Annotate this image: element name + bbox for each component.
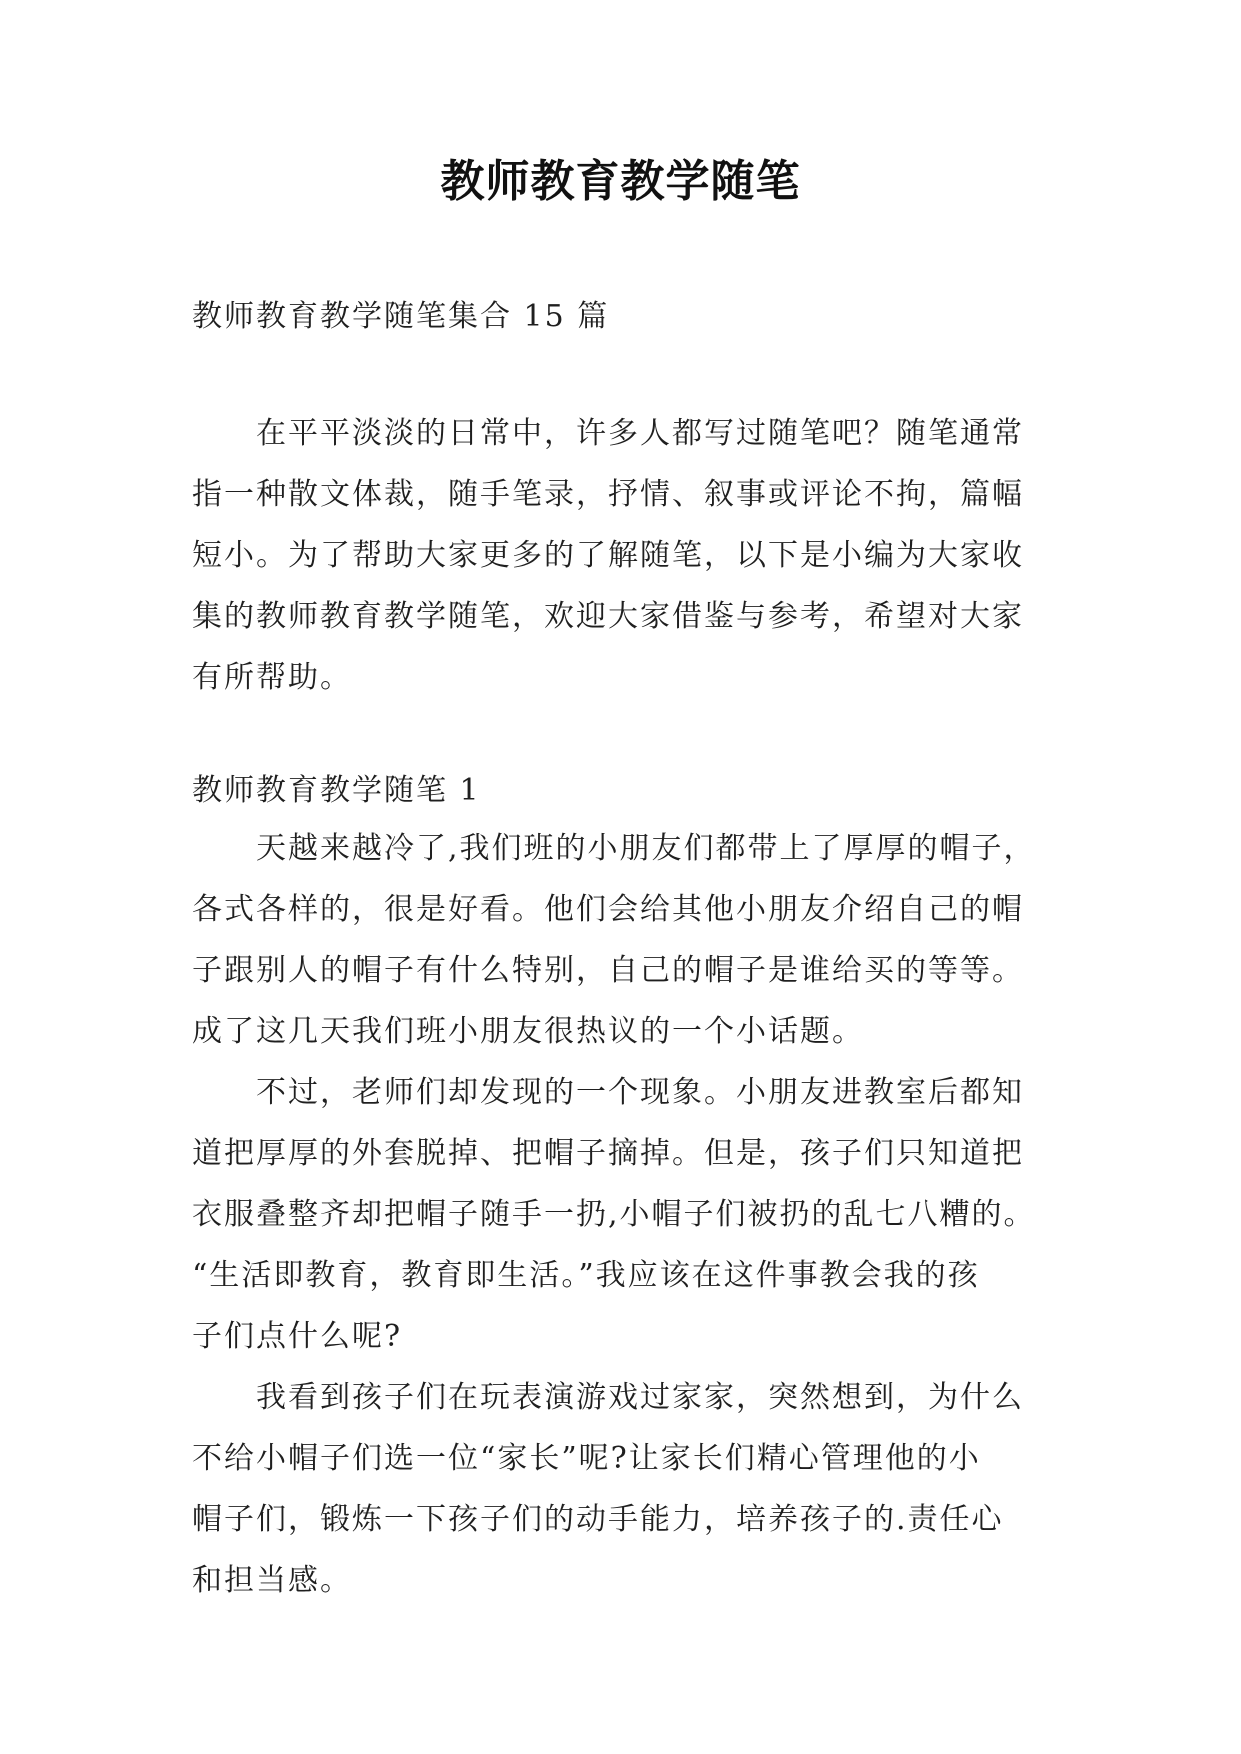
subtitle-text: 教师教育教学随笔集合 15 篇 <box>192 299 610 334</box>
body-line: 不过，老师们却发现的一个现象。小朋友进教室后都知 <box>256 1075 1024 1110</box>
section-heading-block <box>192 760 1052 821</box>
body-line: 不给小帽子们选一位“家长”呢?让家长们精心管理他的小 <box>192 1441 981 1476</box>
section-heading: 教师教育教学随笔 1 <box>192 773 481 808</box>
body-line: 衣服叠整齐却把帽子随手一扔,小帽子们被扔的乱七八糟的。 <box>192 1197 1036 1232</box>
body-line: 和担当感。 <box>192 1563 352 1598</box>
intro-line: 集的教师教育教学随笔，欢迎大家借鉴与参考，希望对大家 <box>192 599 1024 634</box>
intro-line: 有所帮助。 <box>192 660 352 695</box>
document-title: 教师教育教学随笔 <box>440 156 801 207</box>
document-subtitle <box>192 286 1052 347</box>
section-body <box>192 818 1052 1611</box>
body-line: 我看到孩子们在玩表演游戏过家家，突然想到，为什么 <box>256 1380 1024 1415</box>
body-line: 各式各样的，很是好看。他们会给其他小朋友介绍自己的帽 <box>192 892 1024 927</box>
intro-line: 指一种散文体裁，随手笔录，抒情、叙事或评论不拘，篇幅 <box>192 477 1024 512</box>
body-line: 道把厚厚的外套脱掉、把帽子摘掉。但是，孩子们只知道把 <box>192 1136 1024 1171</box>
intro-line: 在平平淡淡的日常中，许多人都写过随笔吧？随笔通常 <box>256 416 1024 451</box>
body-line: “生活即教育，教育即生活。”我应该在这件事教会我的孩 <box>192 1258 980 1293</box>
body-line: 子们点什么呢? <box>192 1319 403 1354</box>
intro-paragraph <box>192 403 1052 708</box>
body-line: 天越来越冷了,我们班的小朋友们都带上了厚厚的帽子， <box>256 831 1036 866</box>
intro-line: 短小。为了帮助大家更多的了解随笔，以下是小编为大家收 <box>192 538 1024 573</box>
body-line: 成了这几天我们班小朋友很热议的一个小话题。 <box>192 1014 864 1049</box>
body-line: 子跟别人的帽子有什么特别，自己的帽子是谁给买的等等。 <box>192 953 1024 988</box>
body-line: 帽子们，锻炼一下孩子们的动手能力，培养孩子的.责任心 <box>192 1502 1004 1537</box>
